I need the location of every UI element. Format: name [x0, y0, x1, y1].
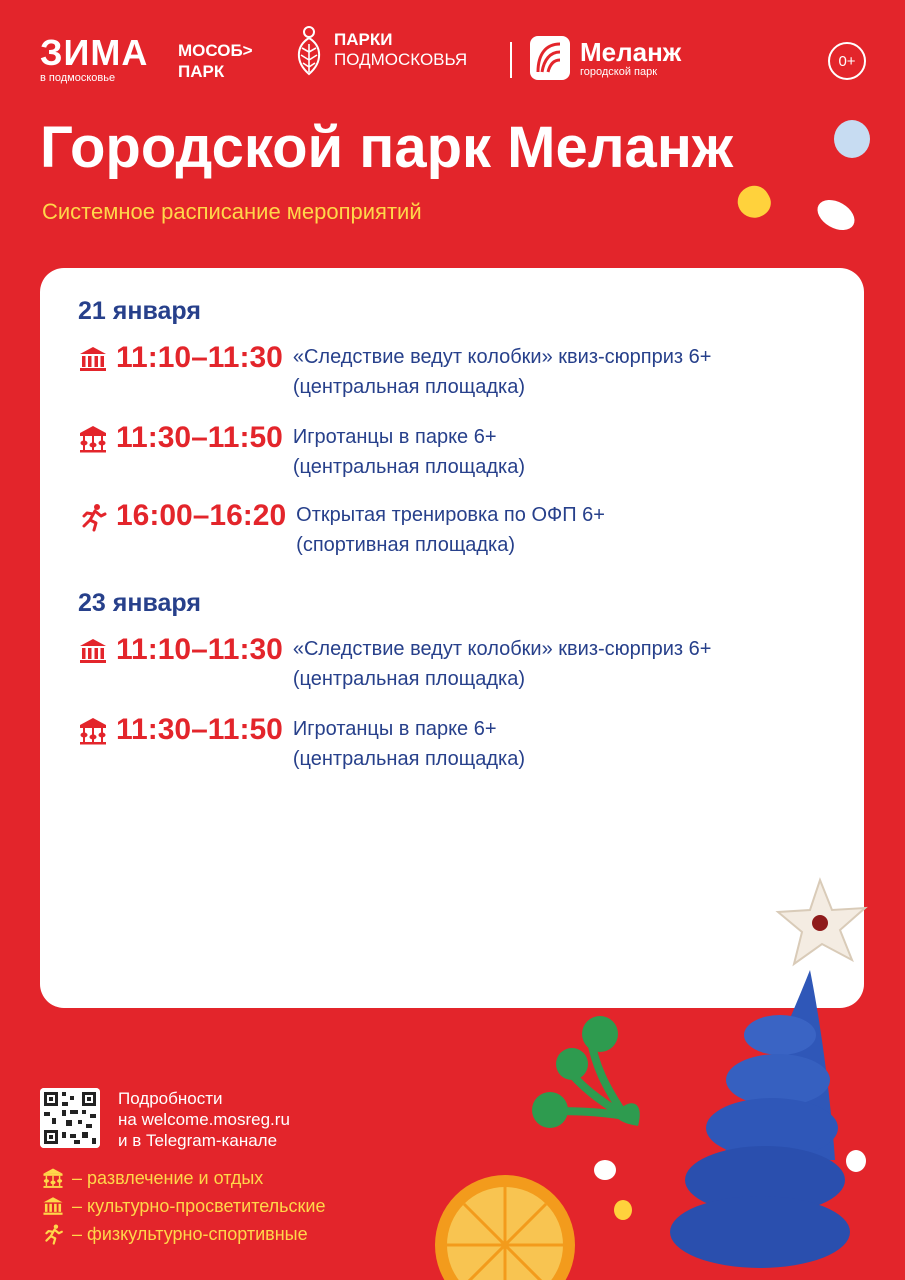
museum-icon [78, 636, 108, 666]
event-name: «Следствие ведут колобки» квиз-сюрприз 6+ [292, 346, 712, 368]
event-description [296, 498, 605, 560]
schedule-event [78, 498, 605, 560]
event-description [293, 340, 712, 402]
qr-code[interactable] [40, 1088, 100, 1148]
event-place: (центральная площадка) [292, 748, 526, 770]
decor-dot-white [594, 1160, 616, 1180]
event-place: (центральная площадка) [292, 376, 526, 398]
footer-info [118, 1088, 290, 1151]
event-name: Игротанцы в парке 6+ [292, 718, 497, 740]
legend-item-entertainment [42, 1166, 263, 1190]
holly-branch-illustration [520, 1006, 650, 1136]
page-subtitle: Системное расписание мероприятий [42, 199, 422, 224]
decor-dot-yellow [732, 180, 776, 224]
carousel-icon [78, 716, 108, 746]
mosoblpark-logo-line1: МОСОБ> [178, 41, 253, 60]
day-title: 21 января [78, 297, 201, 325]
event-name: Открытая тренировка по ОФП 6+ [296, 504, 605, 526]
schedule-event [78, 340, 711, 402]
carousel-icon [78, 424, 108, 454]
event-time: 16:00–16:20 [116, 499, 287, 532]
runner-icon [78, 502, 108, 532]
orange-slice-illustration [430, 1170, 580, 1280]
parks-podmoskovya-logo [292, 24, 467, 76]
footer-info-telegram[interactable]: и в Telegram-канале [118, 1131, 278, 1150]
parks-leaf-icon [292, 24, 326, 76]
melanzh-logo-title: Меланж [580, 36, 682, 67]
event-time: 11:30–11:50 [116, 713, 283, 746]
legend-label: – развлечение и отдых [72, 1168, 264, 1188]
event-name: «Следствие ведут колобки» квиз-сюрприз 6+ [292, 638, 712, 660]
zima-logo-subtitle: в подмосковье [40, 72, 116, 84]
event-description [293, 712, 525, 774]
age-rating-badge: 0+ [828, 42, 866, 80]
melanzh-logo [528, 34, 681, 82]
christmas-tree-illustration [660, 860, 890, 1280]
legend-label: – физкультурно-спортивные [72, 1224, 308, 1244]
decor-dot-white [812, 194, 860, 237]
melanzh-emblem-icon [528, 34, 572, 82]
runner-icon [42, 1223, 64, 1245]
legend-item-culture [42, 1194, 326, 1218]
header-divider [510, 42, 512, 78]
event-name: Игротанцы в парке 6+ [292, 426, 497, 448]
mosoblpark-logo-line2: ПАРК [178, 62, 225, 81]
event-time: 11:10–11:30 [116, 341, 283, 374]
footer-info-link[interactable]: на welcome.mosreg.ru [118, 1110, 290, 1129]
melanzh-logo-subtitle: городской парк [580, 65, 658, 78]
event-place: (центральная площадка) [292, 668, 526, 690]
museum-icon [42, 1195, 64, 1217]
event-description [293, 632, 712, 694]
legend-item-sport [42, 1222, 308, 1246]
event-time: 11:30–11:50 [116, 421, 283, 454]
legend-label: – культурно-просветительские [72, 1196, 326, 1216]
zima-logo-title: ЗИМА [40, 32, 149, 73]
event-description [293, 420, 525, 482]
footer-info-line1: Подробности [118, 1089, 223, 1108]
schedule-event [78, 420, 525, 482]
parks-logo-line2: ПОДМОСКОВЬЯ [334, 50, 468, 69]
parks-logo-line1: ПАРКИ [334, 30, 393, 49]
schedule-event [78, 632, 711, 694]
museum-icon [78, 344, 108, 374]
decor-dot-blue [834, 120, 870, 158]
zima-logo [40, 32, 149, 85]
event-time: 11:10–11:30 [116, 633, 283, 666]
decor-dot-white [846, 1150, 866, 1172]
event-place: (спортивная площадка) [296, 534, 516, 556]
schedule-event [78, 712, 525, 774]
decor-dot-yellow [614, 1200, 632, 1220]
page-title: Городской парк Меланж [40, 115, 733, 180]
day-title: 23 января [78, 589, 201, 617]
event-place: (центральная площадка) [292, 456, 526, 478]
mosoblpark-logo [178, 40, 253, 82]
carousel-icon [42, 1167, 64, 1189]
